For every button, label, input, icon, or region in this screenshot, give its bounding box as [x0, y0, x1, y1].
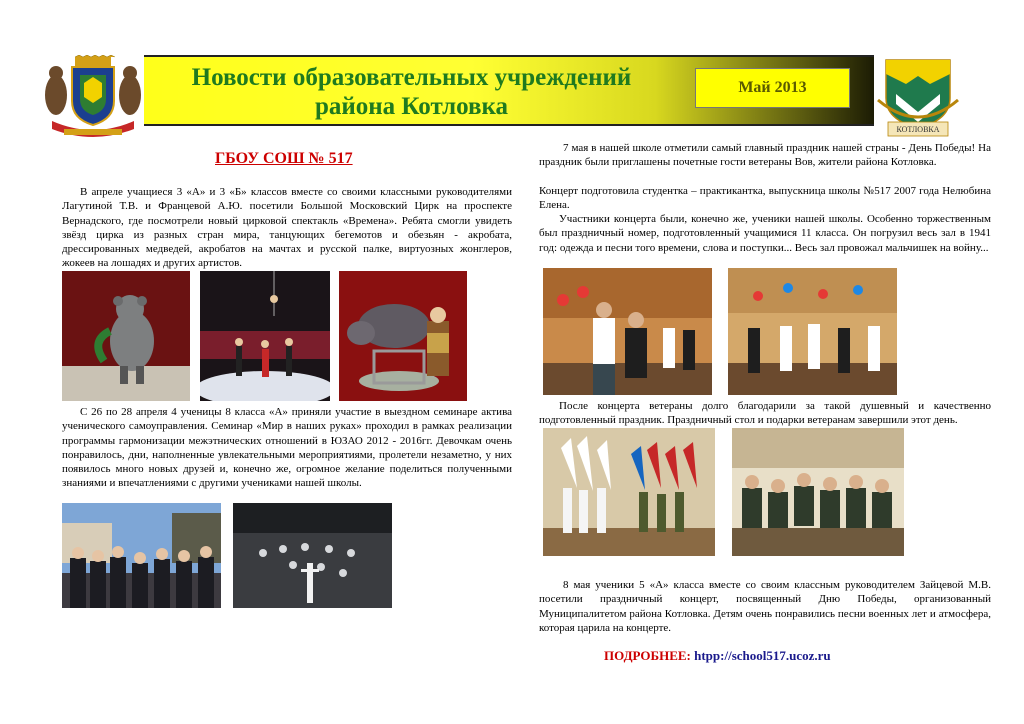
circus-photo-jugglers [200, 271, 330, 401]
seminar-photo-hall [233, 503, 392, 608]
concert-photo-flags [543, 428, 715, 556]
newsletter-title [144, 63, 679, 121]
issue-date-badge: Май 2013 [695, 68, 850, 108]
concert-participants-paragraph: Участники концерта были, конечно же, ученики нашей школы. Особенно торжественным был праздничный номер, подготовленный учащимися 11 класса. Он погрузил весь зал в 1941 год: одежда и песни того времени, слова и поступки... Весь зал провожал мальчишек на войну... [539, 213, 991, 254]
circus-visit-paragraph: В апреле учащиеся 3 «А» и 3 «Б» классов вместе со своими классными руководителями Лагутиной Т.В. и Францевой А.Ю. посетили Большой Московский Цирк на проспекте Вернадского, где посмотрели новый цирковой спектакль «Времена». Ребята смогли увидеть звёзд цирка из разных стран мира, танцующих бегемотов и обезьян - акробата, дрессированных медведей, акробатов на мачтах и русской палке, виртуозных жонглеров, жокеев на лошадях и других артистов. [62, 186, 512, 270]
circus-photo-hippo [339, 271, 467, 401]
veterans-thanks-paragraph: После концерта ветераны долго благодарили за такой душевный и качественно подготовленный праздник. Праздничный стол и подарки ветеранам завершили этот день. [539, 400, 991, 427]
seminar-photo-girls [62, 503, 221, 608]
circus-photo-bear [62, 271, 190, 401]
school-title: ГБОУ СОШ № 517 [215, 150, 353, 167]
more-info-link[interactable] [604, 648, 831, 664]
concert-photo-audience [732, 428, 904, 556]
concert-organizer-paragraph: Концерт подготовила студентка – практикантка, выпускница школы №517 2007 года Нелюбина Елена. [539, 185, 991, 212]
kotlovka-emblem-right [876, 56, 960, 138]
newsletter-title-line2: района Котловка [314, 93, 509, 120]
concert-photo-dance-2 [728, 268, 897, 395]
victory-day-paragraph: 7 мая в нашей школе отметили самый главный праздник нашей страны - День Победы! На праздник были приглашены почетные гости ветераны Вов, жители района Котловка. [539, 142, 991, 169]
seminar-paragraph: С 26 по 28 апреля 4 ученицы 8 класса «А» приняли участие в выездном семинаре актива ученического самоуправления. Семинар «Мир в наших руках» проходил в рамках реализации программы гармонизации межэтнических отношений в ЮЗАО 2012 - 2016гг. Девочкам очень понравилось, дни, наполненные увлекательными мероприятиями, пролетели незаметно, у них появилось много новых друзей и, конечно же, огромное желание поделиться полученными знаниями и впечатлениями с другими учениками нашей школы. [62, 406, 512, 490]
school-website-url[interactable]: htpp://school517.ucoz.ru [694, 648, 831, 663]
kotlovka-emblem-left [42, 55, 144, 137]
municipal-concert-paragraph: 8 мая ученики 5 «А» класса вместе со своим классным руководителем Зайцевой М.В. посетили праздничный концерт, посвященный Дню Победы, организованный Муниципалитетом района Котловка. Детям очень понравились песни военных лет и атмосфера, которая царила на концерте. [539, 579, 991, 634]
concert-photo-dance-1 [543, 268, 712, 395]
newsletter-title-line1: Новости образовательных учреждений [191, 64, 632, 91]
kotlovka-emblem-ribbon-text: КОТЛОВКА [896, 125, 940, 134]
more-info-label: ПОДРОБНЕЕ: [604, 648, 691, 663]
